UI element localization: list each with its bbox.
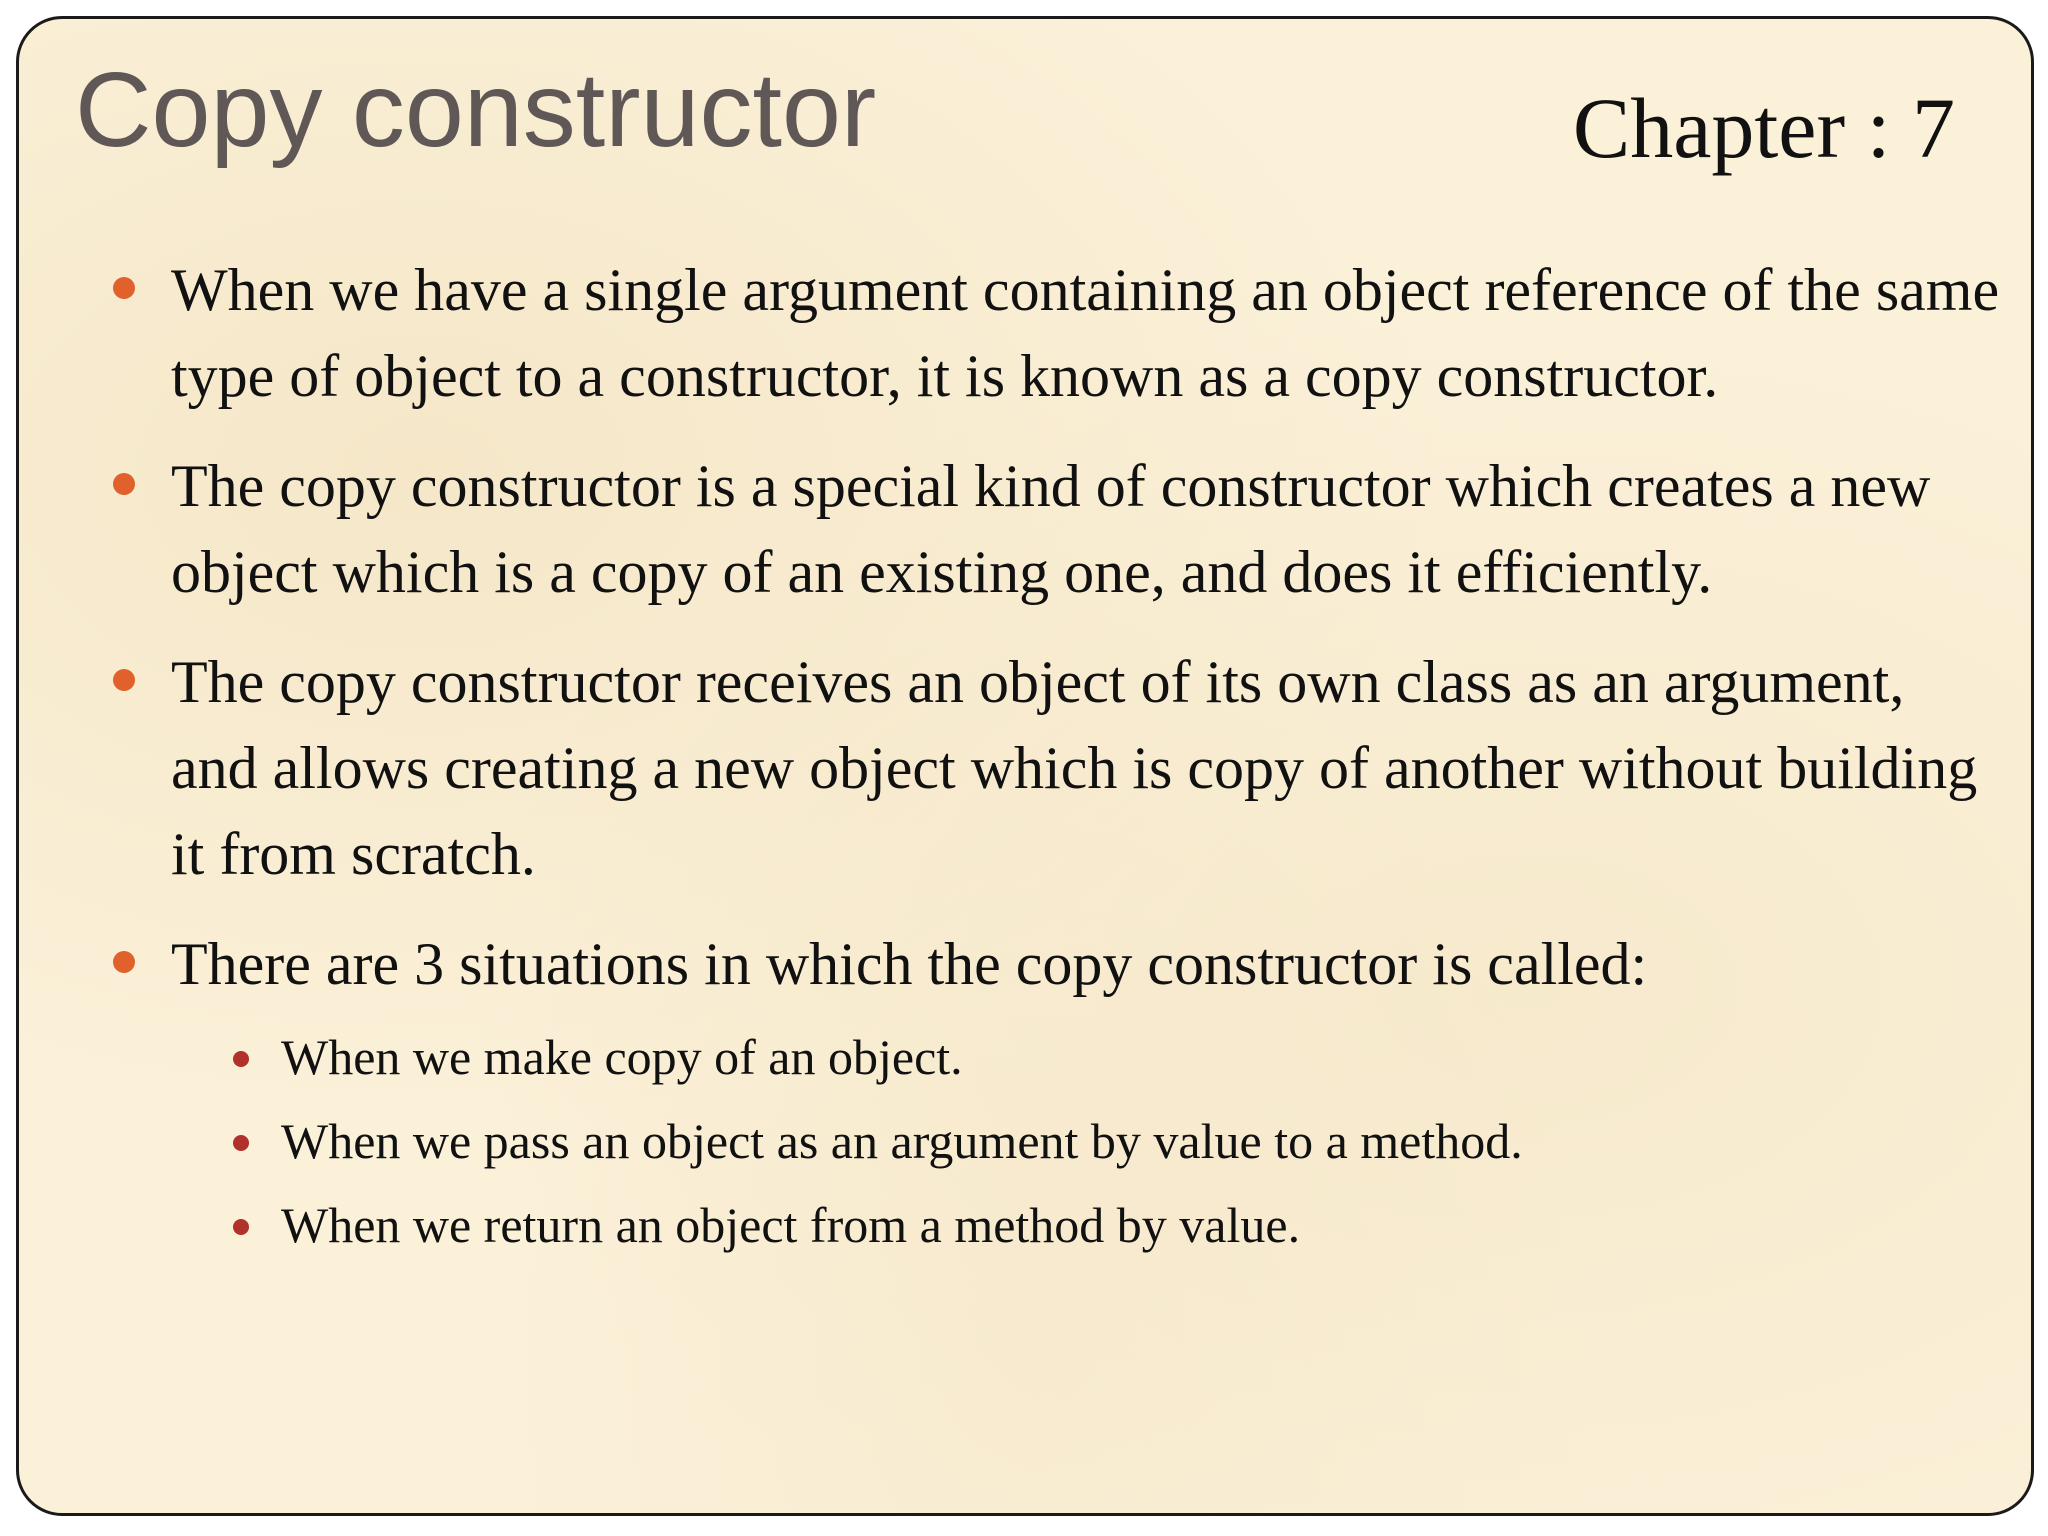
sub-bullet-text: When we make copy of an object.	[281, 1029, 963, 1085]
sub-bullet-item	[233, 1099, 2001, 1183]
slide	[16, 16, 2034, 1516]
bullet-text: There are 3 situations in which the copy constructor is called:	[171, 931, 1648, 997]
sub-bullet-group	[101, 1015, 2001, 1267]
bullet-item	[101, 639, 2001, 897]
bullet-item	[101, 247, 2001, 419]
chapter-label: Chapter : 7	[1572, 80, 1955, 176]
bullet-list	[101, 247, 2001, 1267]
bullet-item	[101, 443, 2001, 615]
sub-bullet-dot-icon	[233, 1219, 249, 1235]
sub-bullet-dot-icon	[233, 1051, 249, 1067]
bullet-dot-icon	[113, 473, 135, 495]
bullet-dot-icon	[113, 669, 135, 691]
sub-bullet-item	[233, 1183, 2001, 1267]
bullet-dot-icon	[113, 951, 135, 973]
sub-bullet-dot-icon	[233, 1135, 249, 1151]
bullet-item	[101, 921, 2001, 1007]
bullet-text: The copy constructor is a special kind of constructor which creates a new object which is a copy of an existing one, and does it efficiently.	[171, 453, 1931, 605]
bullet-text: When we have a single argument containing an object reference of the same type of object to a constructor, it is known as a copy constructor.	[171, 257, 2000, 409]
sub-bullet-text: When we return an object from a method by value.	[281, 1197, 1301, 1253]
bullet-text: The copy constructor receives an object of its own class as an argument, and allows creating a new object which is copy of another without building it from scratch.	[171, 649, 1978, 887]
slide-title: Copy constructor	[75, 51, 877, 169]
sub-bullet-item	[233, 1015, 2001, 1099]
sub-bullet-text: When we pass an object as an argument by value to a method.	[281, 1113, 1523, 1169]
bullet-dot-icon	[113, 277, 135, 299]
sub-bullet-list	[101, 1015, 2001, 1267]
